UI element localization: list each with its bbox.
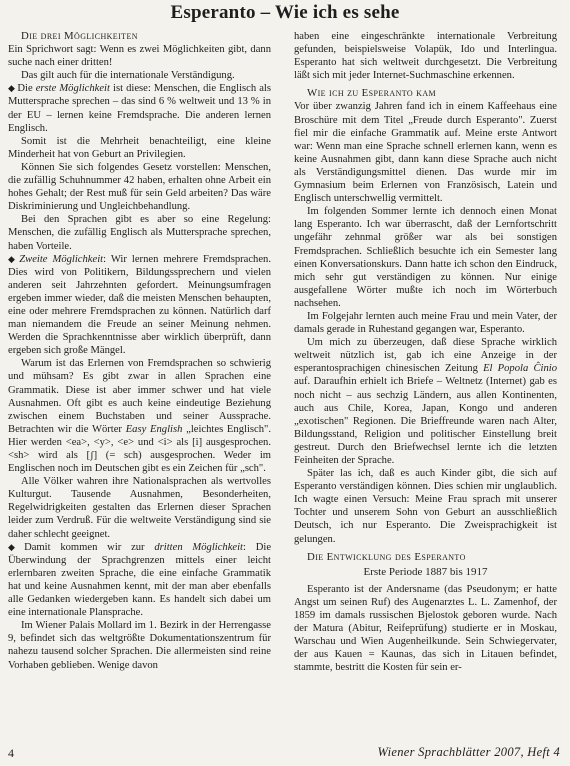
paragraph: Können Sie sich folgendes Gesetz vorstellen: Menschen, die zufällig Schuhnummer 42 haben, erhalten ohne Arbeit ein hohes Gehalt; der Rest muß für sein Geld arbeiten? Das wäre Diskriminierung und Ungleichbehandlung. bbox=[8, 161, 271, 213]
paragraph bbox=[8, 82, 271, 134]
text-run: Warum ist das Erlernen von Fremdsprachen so schwierig und mühsam? Es gibt zwar in allen Sprachen eine Grammatik. Diese ist aber immer schwer und hat viele Ausnahmen. Oft gibt es auch keine eindeutige Beziehung zwischen einem Buchstaben und seiner Aussprache. Betrachten wir die Wörter bbox=[8, 358, 271, 435]
paragraph: haben eine eingeschränkte internationale Verbreitung gefunden, beispielsweise Volapük, Ido und Interlingua. Esperanto hat sich weltweit durchgesetzt. Die Verbreitung läßt sich mit jeder Internet-Suchmaschine erkennen. bbox=[294, 31, 557, 82]
text-run: „leichtes Englisch". Hier werden <ea>, <y>, <e> und <i> als [i] ausgesprochen. <sh> wird als [ʃ] (= sch) ausgesprochen. Weder im Englischen noch im Deutschen gibt es ein Zeichen für „sch". bbox=[8, 423, 271, 475]
emphasis: Zweite Möglichkeit bbox=[19, 253, 104, 265]
paragraph: Im Folgejahr lernten auch meine Frau und mein Vater, der damals gerade in Ruhestand gegangen war, Esperanto. bbox=[294, 310, 557, 336]
text-run: : Die Überwindung der Sprachgrenzen mittels einer leicht erlernbaren zweiten Sprache, die eine einfache Grammatik hat und keine Ausnahmen kennt, mit der man aber ebenfalls alle Gedanken wiedergeben kann. Es handelt sich dabei um eine internationale Plansprache. bbox=[8, 541, 271, 619]
emphasis: Easy English bbox=[125, 423, 183, 435]
emphasis: erste Möglichkeit bbox=[35, 83, 110, 95]
paragraph bbox=[8, 357, 271, 475]
text-run: ist diese: Menschen, die Englisch als Muttersprache sprechen – das sind 6 % weltweit und 13 % in der EU – lernen keine Fremdsprache. Die anderen lernen Englisch. bbox=[8, 83, 271, 134]
section-heading-development: Die Entwicklung des Esperanto bbox=[307, 550, 466, 563]
paragraph: Bei den Sprachen gibt es aber so eine Regelung: Menschen, die zufällig Englisch als Muttersprache sprechen, haben Vorteile. bbox=[8, 214, 271, 252]
paragraph: Somit ist die Mehrheit benachteiligt, eine kleine Minderheit hat von Geburt an Privilegien. bbox=[8, 135, 271, 160]
emphasis: El Popola Ĉinio bbox=[483, 363, 557, 375]
emphasis: dritten Möglichkeit bbox=[154, 541, 243, 553]
section-heading-three-possibilities: Die drei Möglichkeiten bbox=[21, 30, 138, 42]
paragraph bbox=[8, 541, 271, 620]
paragraph: Alle Völker wahren ihre Nationalsprachen als wertvolles Kulturgut. Tausende Ausnahmen, Besonderheiten, Regelwidrigkeiten gestalten das Erlernen dieser Sprachen leider zum Verdruß. Für die weltweite Verständigung sind sie daher schlecht geeignet. bbox=[8, 476, 271, 540]
paragraph: Ein Sprichwort sagt: Wenn es zwei Möglichkeiten gibt, dann suche nach einer dritten! bbox=[8, 44, 271, 69]
paragraph: Das gilt auch für die internationale Verständigung. bbox=[21, 70, 235, 82]
page-title: Esperanto – Wie ich es sehe bbox=[170, 2, 400, 23]
text-run: Die bbox=[17, 83, 36, 95]
paragraph: Vor über zwanzig Jahren fand ich in einem Kaffeehaus eine Broschüre mit dem Titel „Freude durch Esperanto". Zuerst fiel mir die einfache Grammatik auf. Meine erste Antwort war: Wenn man eine Sprache schnell erlernen kann, wenn es keine Ausnahmen gibt, dann kann diese Sprache auch nicht als Verständigungsmittel dienen. Das wurde mir im Gymnasium beim Erlernen von Französisch, Latein und Englisch unterschwellig vermittelt. bbox=[294, 101, 557, 205]
text-run: : Wir lernen mehrere Fremdsprachen. Dies wird von Politikern, Bildungssprechern und vielen anderen seit Jahrzehnten gefordert. Meinungsumfragen ergeben immer wieder, daß die meisten Menschen behaupten, eine oder mehrere Fremdsprachen zu können. Natürlich darf man niemandem die Freude an seiner Meinung nehmen. Werden die Sprachkenntnisse aber wirklich überprüft, dann ergeben sich große Mängel. bbox=[8, 253, 271, 357]
paragraph: Im folgenden Sommer lernte ich dennoch einen Monat lang Esperanto. Ich war überrascht, daß der Lernfortschritt ungefähr zehnmal größer war als bei sonstigen Fremdsprachen. Schließlich besuchte ich ein Semester lang einen Konversationskurs. Dann hatte ich schon den Eindruck, mich sehr gut verständigen zu können. Nur einige ausgefallene Wörter mußte ich noch im Wörterbuch nachsehen. bbox=[294, 206, 557, 309]
paragraph: Im Wiener Palais Mollard im 1. Bezirk in der Herrengasse 9, befindet sich das weltgrößte Dokumentationszentrum für nahezu tausend solcher Sprachen. Die allermeisten sind reine Vorhaben geblieben. Wenige davon bbox=[8, 620, 271, 671]
sub-heading-first-period: Erste Periode 1887 bis 1917 bbox=[363, 565, 488, 578]
left-column bbox=[8, 30, 271, 742]
text-run: Damit kommen wir zur bbox=[24, 541, 155, 553]
diamond-bullet-icon: ◆ bbox=[8, 541, 23, 552]
diamond-bullet-icon: ◆ bbox=[8, 83, 16, 94]
journal-footer: Wiener Sprachblätter 2007, Heft 4 bbox=[377, 745, 560, 759]
paragraph bbox=[294, 336, 557, 467]
paragraph: Esperanto ist der Andersname (das Pseudonym; er hatte Angst um seinen Ruf) des Augenarztes L. L. Zamenhof, der 1859 im damals russischen Bjelostok geboren wurde. Nach der Matura (Abitur, Reifeprüfung) studierte er in Moskau, Warschau und Wien Augenheilkunde. Sein Schwiegervater, der aus Kauen = Kaunas, das sich in Litauen befindet, stammte, bestritt die Kosten für sein er- bbox=[294, 583, 557, 674]
paragraph bbox=[8, 253, 271, 358]
text-run: auf. Daraufhin erhielt ich Briefe – Weltnetz (Internet) gab es noch nicht – aus sechzig Ländern, aus allen Kontinenten, auch aus Chile, Korea, Japan, Kongo und anderen „exotischen" Regionen. Die Brieffreunde waren nach Alter, Bildungsstand, Religion und politischer Einstellung breit gestreut. Durch den Briefwechsel lernte ich die letzten Feinheiten der Sprache. bbox=[294, 376, 557, 466]
paragraph: Später las ich, daß es auch Kinder gibt, die sich auf Esperanto verständigen können. Dies schien mir unglaublich. Ich wagte einen Versuch: Meine Frau sprach mit unserer Tochter und unserem Sohn von Geburt an ausschließlich Deutsch, ich nur Esperanto. Die Zweisprachigkeit ist gelungen. bbox=[294, 468, 557, 545]
section-heading-how-i-came: Wie ich zu Esperanto kam bbox=[307, 87, 437, 100]
page-number: 4 bbox=[8, 746, 14, 760]
diamond-bullet-icon: ◆ bbox=[8, 253, 18, 264]
right-column bbox=[294, 30, 557, 742]
text-run: Um mich zu überzeugen, daß diese Sprache wirklich weltweit nützlich ist, gab ich eine Anzeige in der esperantosprachigen chinesischen Zeitung bbox=[294, 337, 557, 375]
